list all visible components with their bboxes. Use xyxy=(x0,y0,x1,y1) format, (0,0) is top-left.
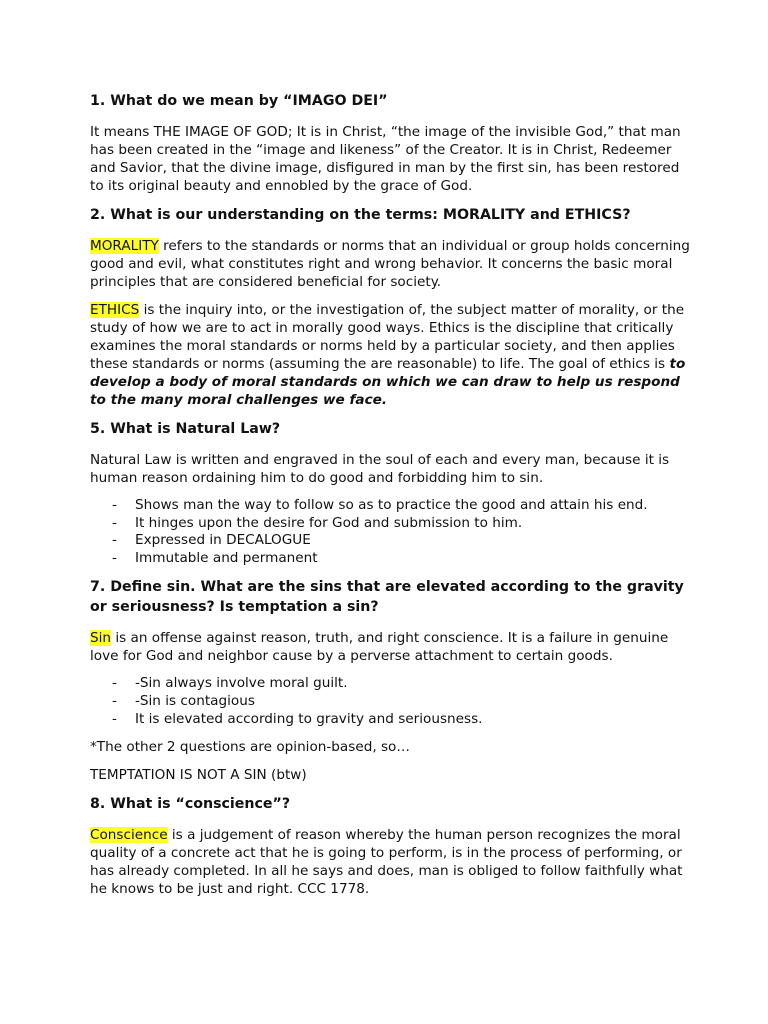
bullet-dash: - xyxy=(112,532,117,549)
conscience-definition xyxy=(90,826,690,898)
ethics-term: ETHICS xyxy=(90,302,140,318)
natural-law-answer: Natural Law is written and engraved in the soul of each and every man, because it is human reason ordaining him to do good and forbidding him to sin. xyxy=(90,452,670,486)
list-item xyxy=(90,515,690,533)
question-8-heading: 8. What is “conscience”? xyxy=(90,796,291,813)
morality-definition xyxy=(90,237,690,291)
list-item xyxy=(90,693,690,711)
opinion-note: *The other 2 questions are opinion-based, so… xyxy=(90,739,410,756)
conscience-term: Conscience xyxy=(90,827,168,844)
bullet-dash: - xyxy=(112,692,117,709)
sin-definition xyxy=(90,629,690,665)
question-1-answer: It means THE IMAGE OF GOD; It is in Christ, “the image of the invisible God,” that man has been created in the “image and likeness” of the Creator. It is in Christ, Redeemer and Savior, that the divine image, disfigured in man by the first sin, has been restored to its original beauty and ennobled by the grace of God. xyxy=(90,124,681,194)
list-item-text: Immutable and permanent xyxy=(135,549,318,566)
morality-term: MORALITY xyxy=(90,238,159,254)
ethics-text: is the inquiry into, or the investigation of, the subject matter of morality, or the study of how we are to act in morally good ways. Ethics is the discipline that critically examines the moral standards or norms held by a particular society, and then applies these standards or norms (assuming the are reasonable) to life. The goal of ethics is xyxy=(90,302,685,372)
list-item xyxy=(90,675,690,693)
ethics-goal-emphasis: to develop a body of moral standards on which we can draw to help us respond to the many moral challenges we face. xyxy=(90,356,686,408)
sin-term: Sin xyxy=(90,630,112,647)
list-item xyxy=(90,550,690,568)
sin-text: is an offense against reason, truth, and right conscience. It is a failure in genuine love for God and neighbor cause by a perverse attachment to certain goods. xyxy=(90,630,669,665)
ethics-definition xyxy=(90,301,690,409)
list-item-text: Shows man the way to follow so as to practice the good and attain his end. xyxy=(135,497,648,513)
bullet-dash: - xyxy=(112,497,117,513)
list-item-text: It is elevated according to gravity and seriousness. xyxy=(135,710,483,727)
bullet-dash: - xyxy=(112,675,117,692)
morality-text: refers to the standards or norms that an individual or group holds concerning good and evil, what constitutes right and wrong behavior. It concerns the basic moral principles that are considered beneficial for society. xyxy=(90,238,690,290)
temptation-statement: TEMPTATION IS NOT A SIN (btw) xyxy=(90,767,307,784)
list-item-text: -Sin is contagious xyxy=(135,692,255,709)
bullet-dash: - xyxy=(112,710,117,727)
list-item xyxy=(90,532,690,550)
conscience-text: is a judgement of reason whereby the human person recognizes the moral quality of a concrete act that he is going to perform, is in the process of performing, or has already completed. In all he says and does, man is obliged to follow faithfully what he knows to be just and right. CCC 1778. xyxy=(90,827,683,898)
question-1-heading: 1. What do we mean by “IMAGO DEI” xyxy=(90,93,388,109)
bullet-dash: - xyxy=(112,514,117,531)
list-item-text: It hinges upon the desire for God and submission to him. xyxy=(135,514,523,531)
document-page xyxy=(90,91,690,908)
question-5-heading: 5. What is Natural Law? xyxy=(90,421,281,437)
list-item-text: -Sin always involve moral guilt. xyxy=(135,675,348,692)
list-item xyxy=(90,711,690,729)
question-7-heading: 7. Define sin. What are the sins that are elevated according to the gravity or seriousness? Is temptation a sin? xyxy=(90,579,684,616)
sin-list xyxy=(90,675,690,728)
list-item-text: Expressed in DECALOGUE xyxy=(135,532,311,549)
question-2-heading: 2. What is our understanding on the terms: MORALITY and ETHICS? xyxy=(90,207,631,223)
list-item xyxy=(90,497,690,515)
bullet-dash: - xyxy=(112,549,117,566)
natural-law-list xyxy=(90,497,690,567)
